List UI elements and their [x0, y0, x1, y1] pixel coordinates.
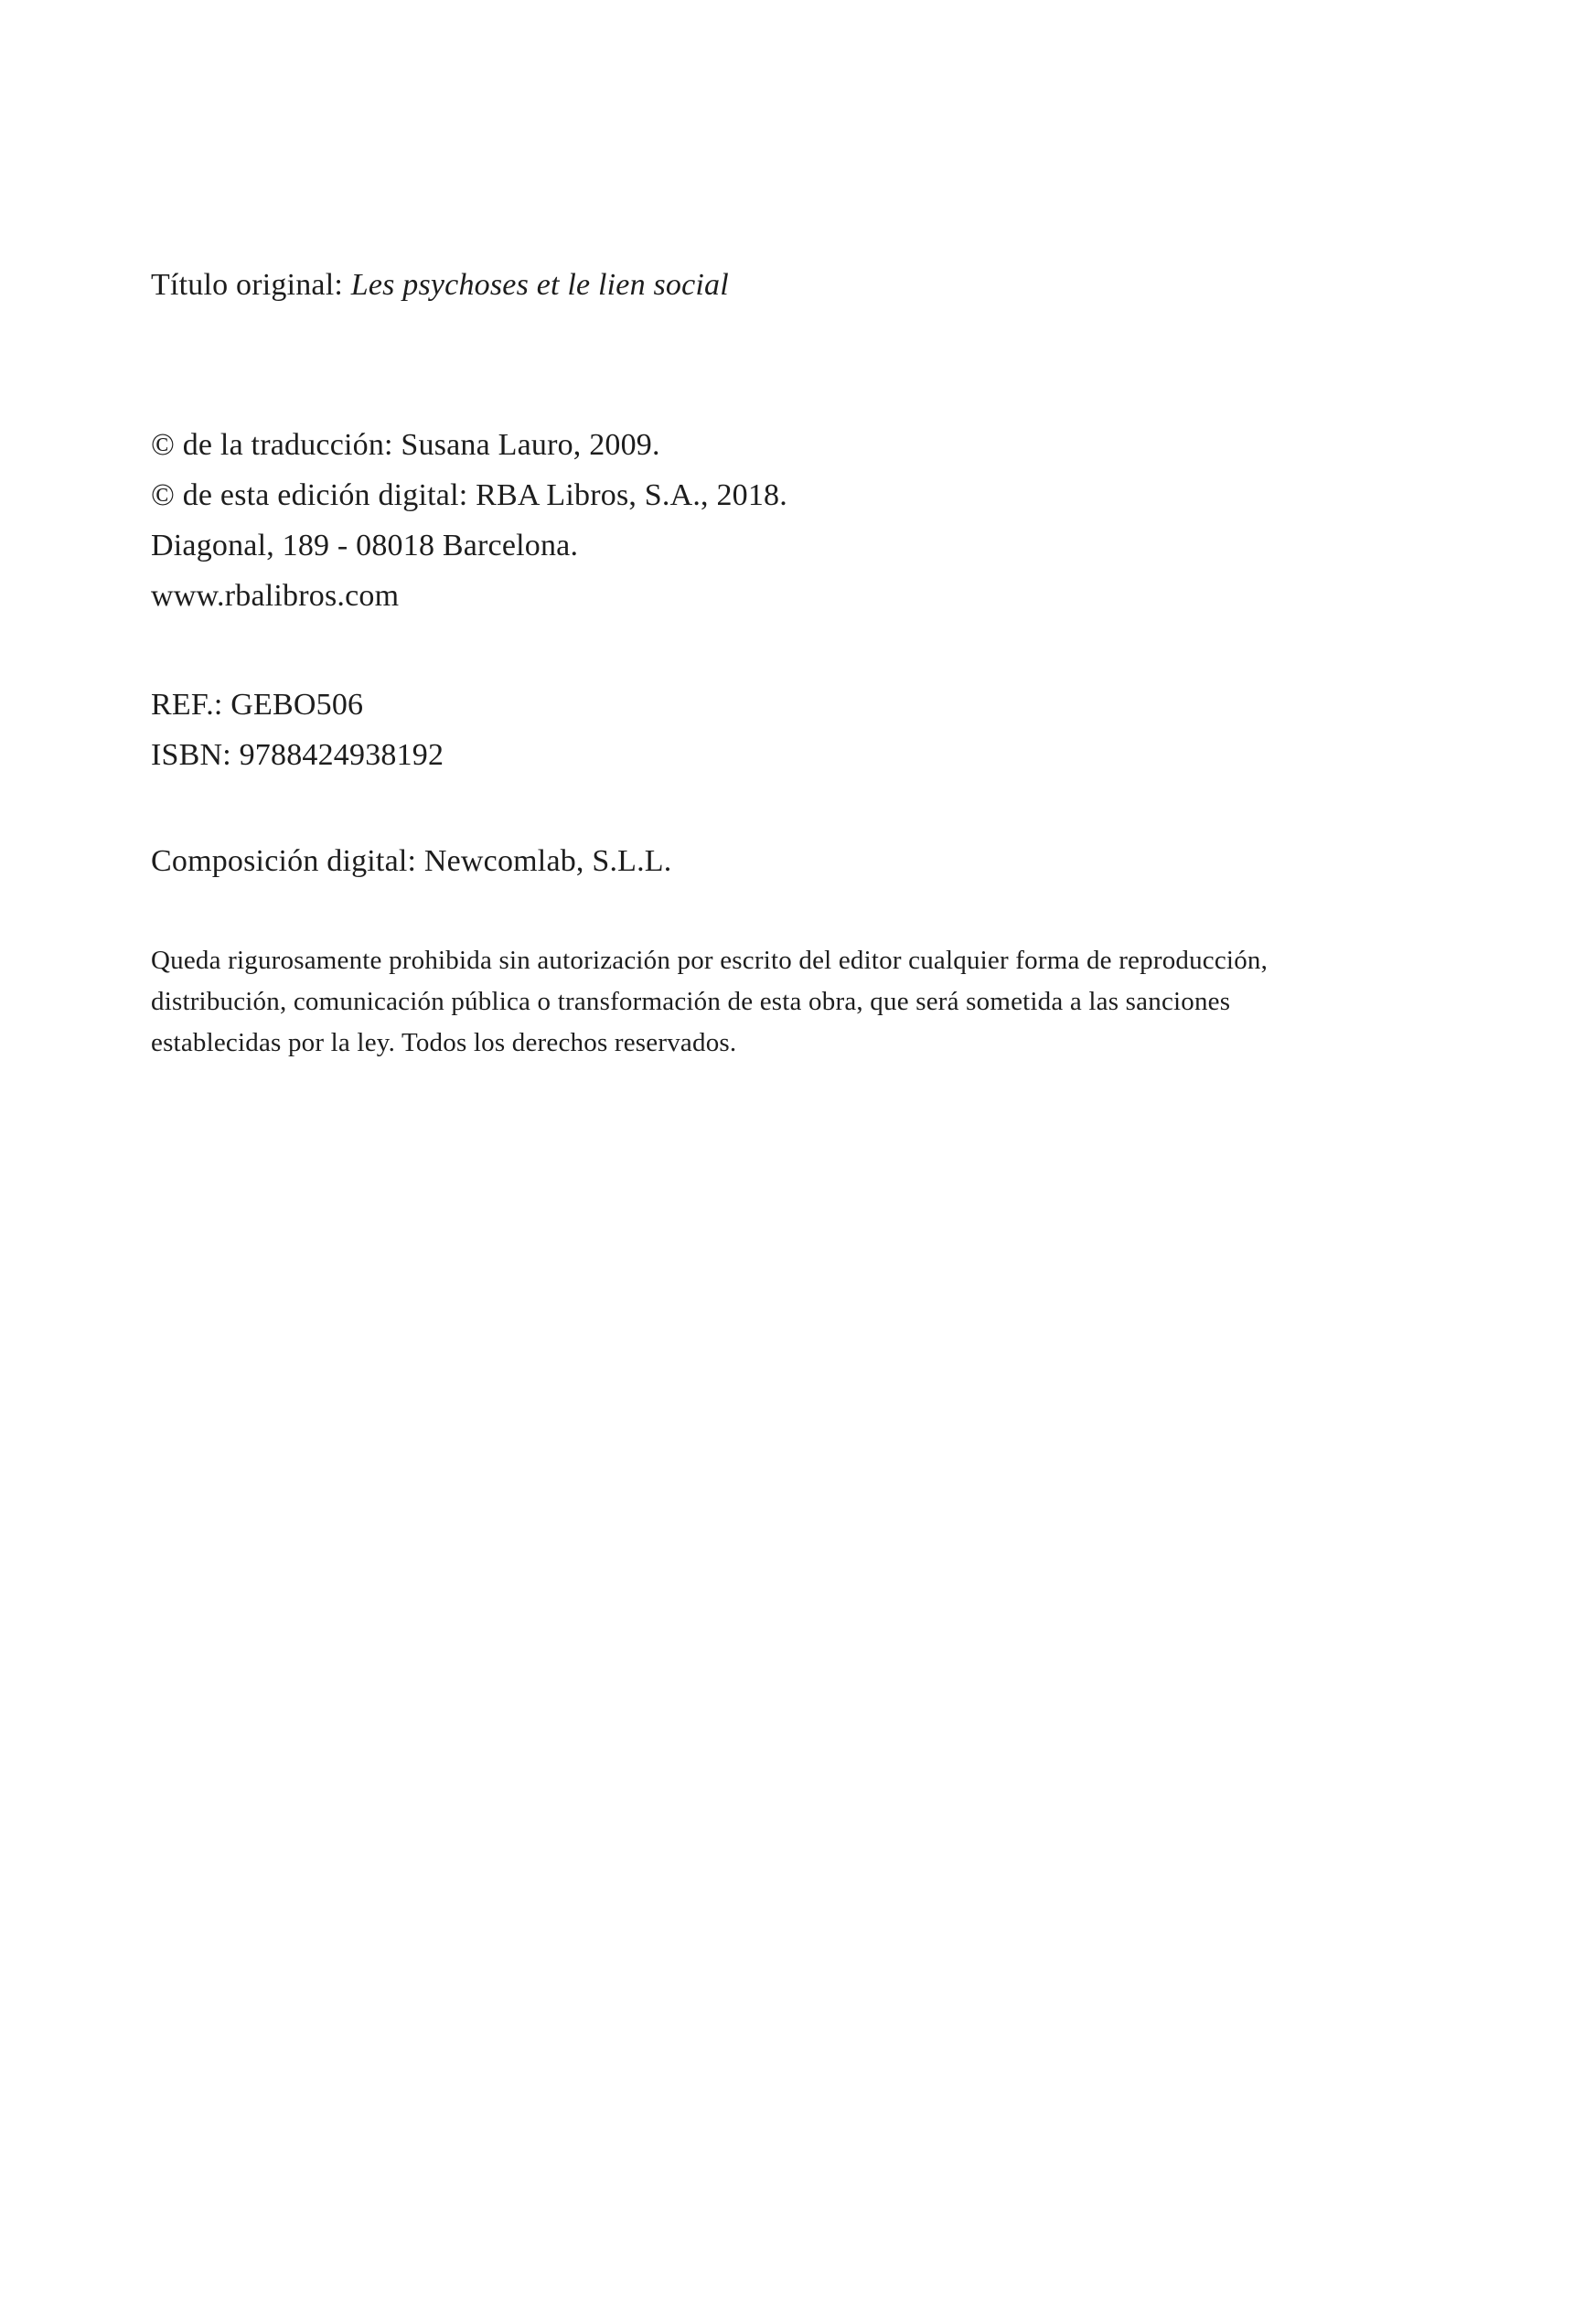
reference-number-line: REF.: GEBO506	[151, 688, 364, 722]
reference-block	[151, 680, 1449, 780]
publisher-website: www.rbalibros.com	[151, 579, 400, 613]
isbn-line: ISBN: 9788424938192	[151, 738, 444, 772]
original-title-text: Les psychoses et le lien social	[350, 268, 729, 302]
legal-notice-line-3: establecidas por la ley. Todos los derechos reservados.	[151, 1028, 737, 1057]
copyright-block	[151, 420, 1449, 621]
legal-notice-line-1: Queda rigurosamente prohibida sin autorización por escrito del editor cualquier forma de reproducción,	[151, 946, 1269, 975]
edition-copyright-line: © de esta edición digital: RBA Libros, S.A., 2018.	[151, 478, 787, 512]
legal-notice-line-2: distribución, comunicación pública o transformación de esta obra, que será sometida a las sanciones	[151, 987, 1231, 1016]
original-title-label: Título original:	[151, 268, 344, 302]
publisher-address-line: Diagonal, 189 - 08018 Barcelona.	[151, 529, 579, 562]
legal-notice	[151, 940, 1449, 1064]
translation-copyright-line: © de la traducción: Susana Lauro, 2009.	[151, 428, 660, 462]
original-title-line	[151, 260, 1449, 310]
digital-composition-line: Composición digital: Newcomlab, S.L.L.	[151, 844, 672, 878]
